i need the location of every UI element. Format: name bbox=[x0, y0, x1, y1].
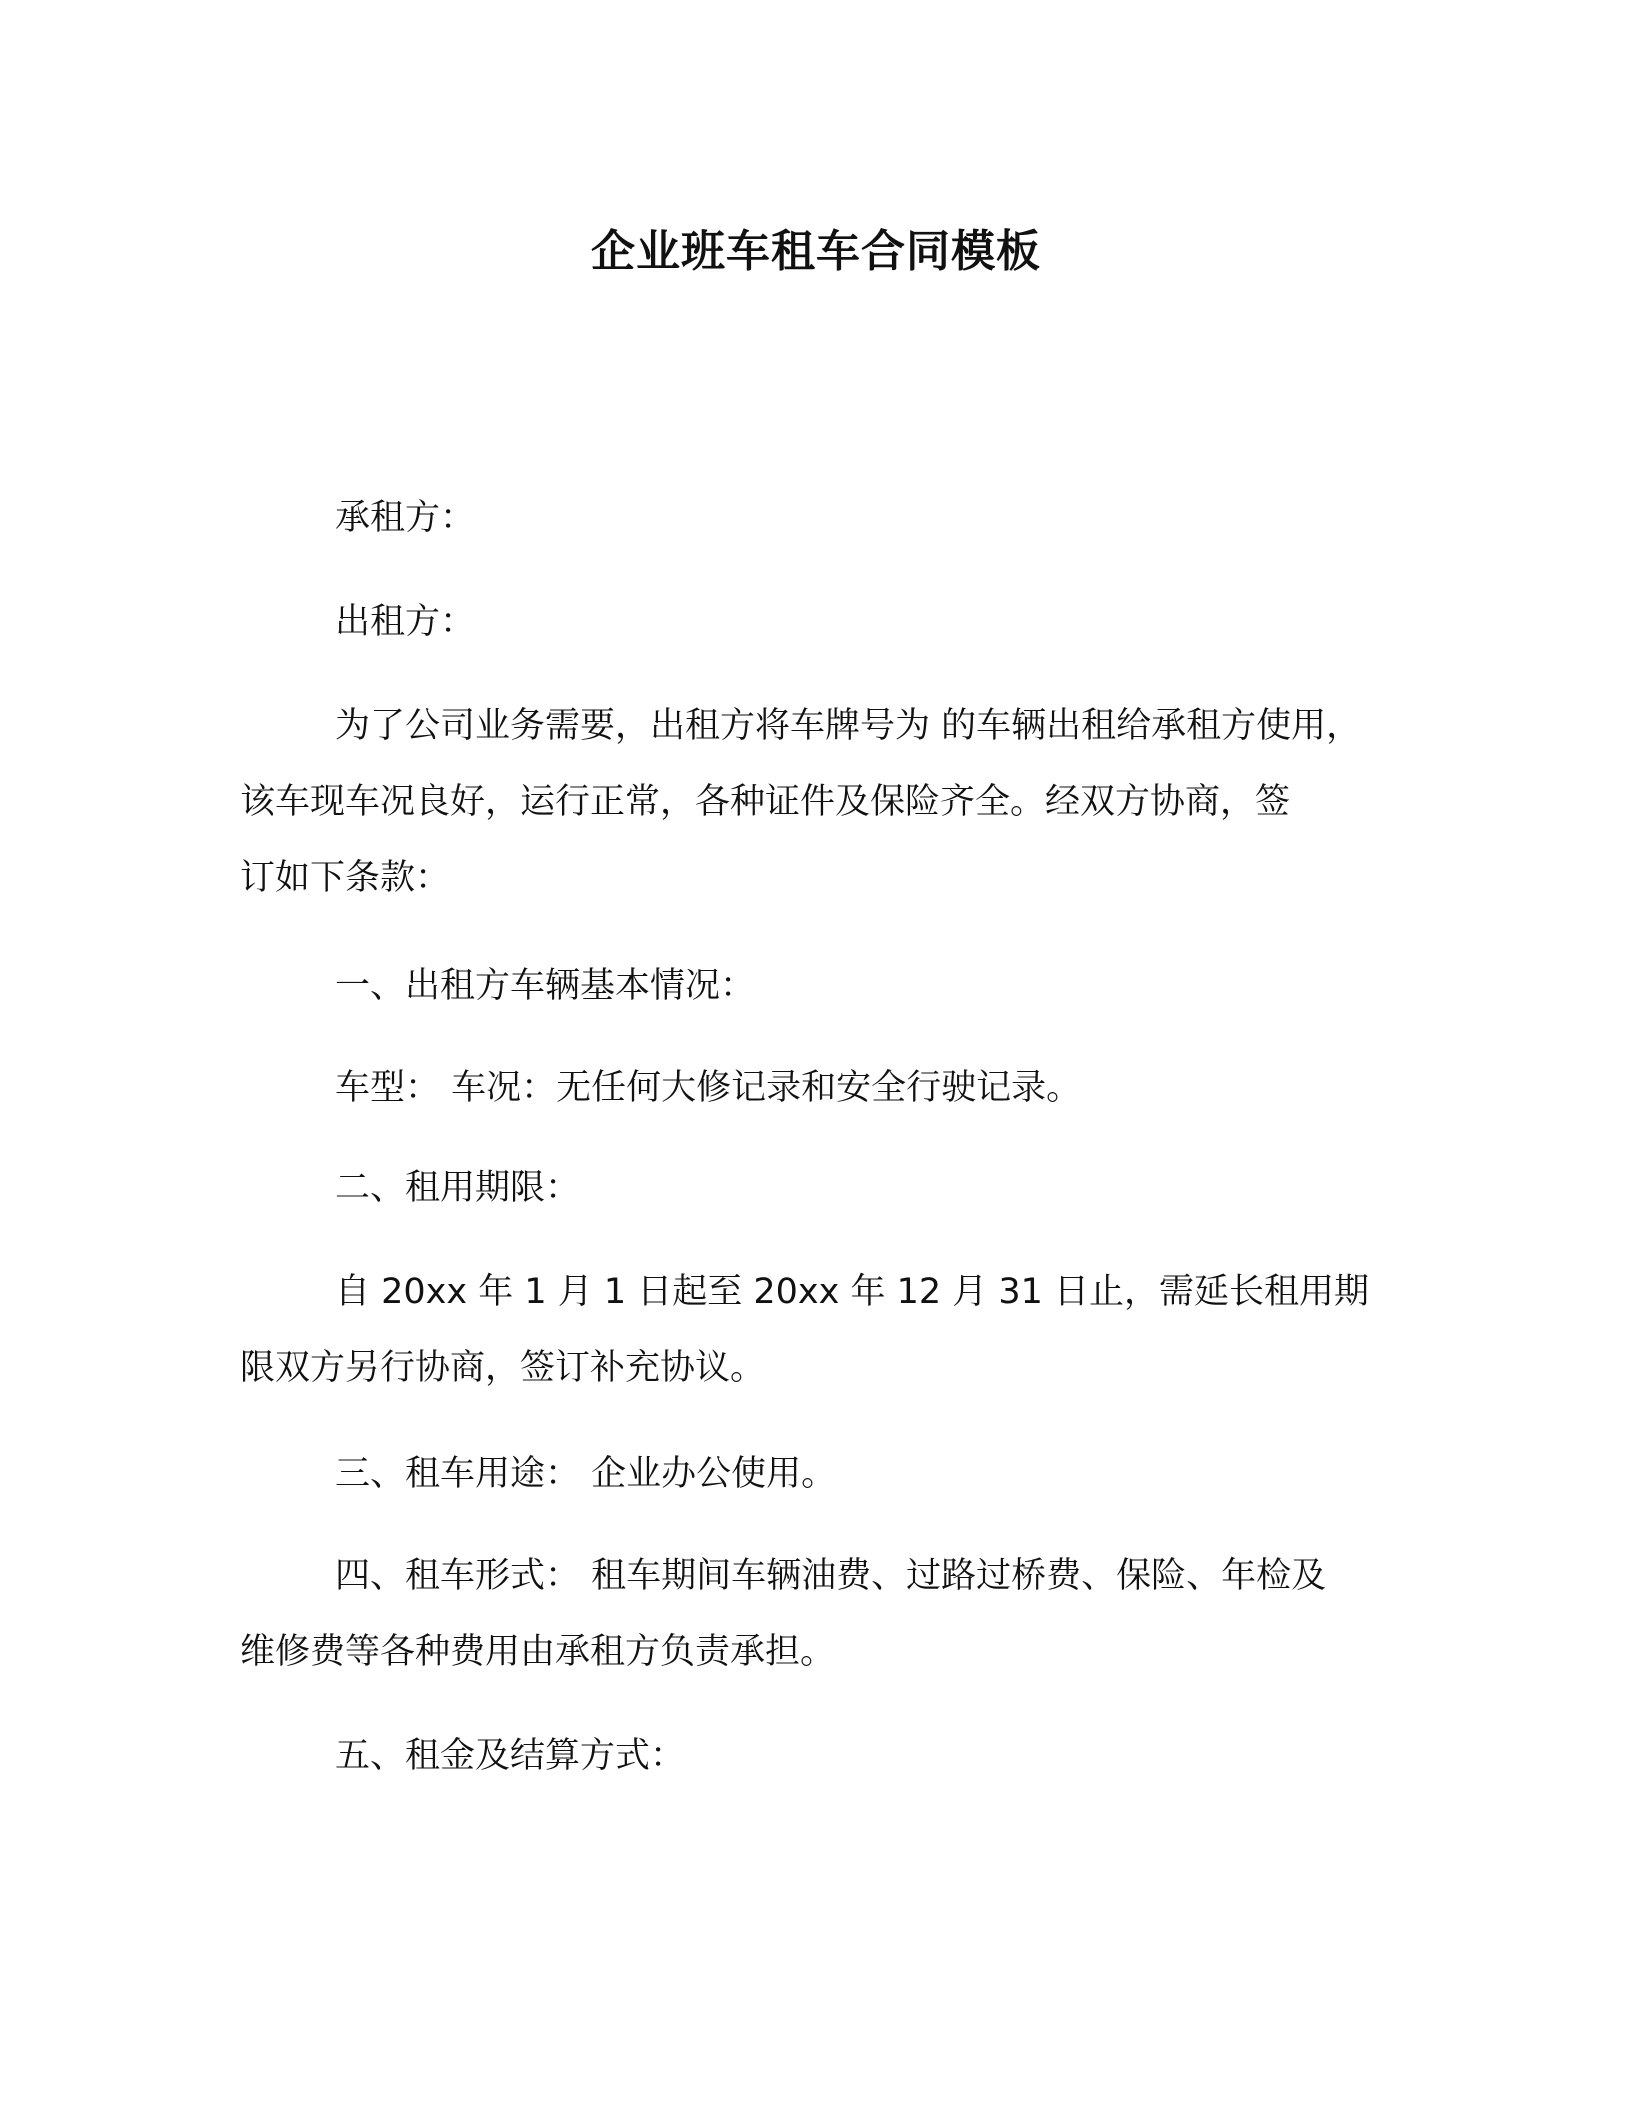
section-5-heading bbox=[240, 1718, 1420, 1794]
lessee-label: 承租方： bbox=[335, 498, 476, 538]
lessor-line bbox=[240, 584, 1420, 660]
section-1-body bbox=[240, 1050, 1420, 1126]
intro-line-2: 该车现车况良好，运行正常，各种证件及保险齐全。经双方协商，签 bbox=[240, 782, 1291, 822]
section-2-line-2: 限双方另行协商，签订补充协议。 bbox=[240, 1348, 766, 1388]
section-2-paragraph bbox=[240, 1254, 1420, 1406]
section-1-body-text: 车型： 车况：无任何大修记录和安全行驶记录。 bbox=[335, 1068, 1082, 1108]
section-1-heading-text: 一、出租方车辆基本情况： bbox=[335, 966, 756, 1006]
lessee-line bbox=[240, 480, 1420, 556]
intro-line-1: 为了公司业务需要，出租方将车牌号为 的车辆出租给承租方使用， bbox=[335, 706, 1362, 746]
intro-line-3: 订如下条款： bbox=[240, 858, 451, 898]
section-3-text: 三、租车用途： 企业办公使用。 bbox=[335, 1454, 837, 1494]
section-4-line-1: 四、租车形式： 租车期间车辆油费、过路过桥费、保险、年检及 bbox=[335, 1556, 1327, 1596]
section-2-line-1: 自 20xx 年 1 月 1 日起至 20xx 年 12 月 31 日止，需延长租用期 bbox=[335, 1272, 1370, 1312]
document-title: 企业班车租车合同模板 bbox=[591, 226, 1041, 277]
section-4-paragraph bbox=[240, 1538, 1420, 1690]
section-1-heading bbox=[240, 948, 1420, 1024]
section-5-heading-text: 五、租金及结算方式： bbox=[335, 1736, 686, 1776]
intro-paragraph bbox=[240, 688, 1420, 916]
section-3 bbox=[240, 1436, 1420, 1512]
section-4-line-2: 维修费等各种费用由承租方负责承担。 bbox=[240, 1632, 836, 1672]
section-2-heading bbox=[240, 1150, 1420, 1226]
section-2-heading-text: 二、租用期限： bbox=[335, 1168, 581, 1208]
lessor-label: 出租方： bbox=[335, 602, 476, 642]
